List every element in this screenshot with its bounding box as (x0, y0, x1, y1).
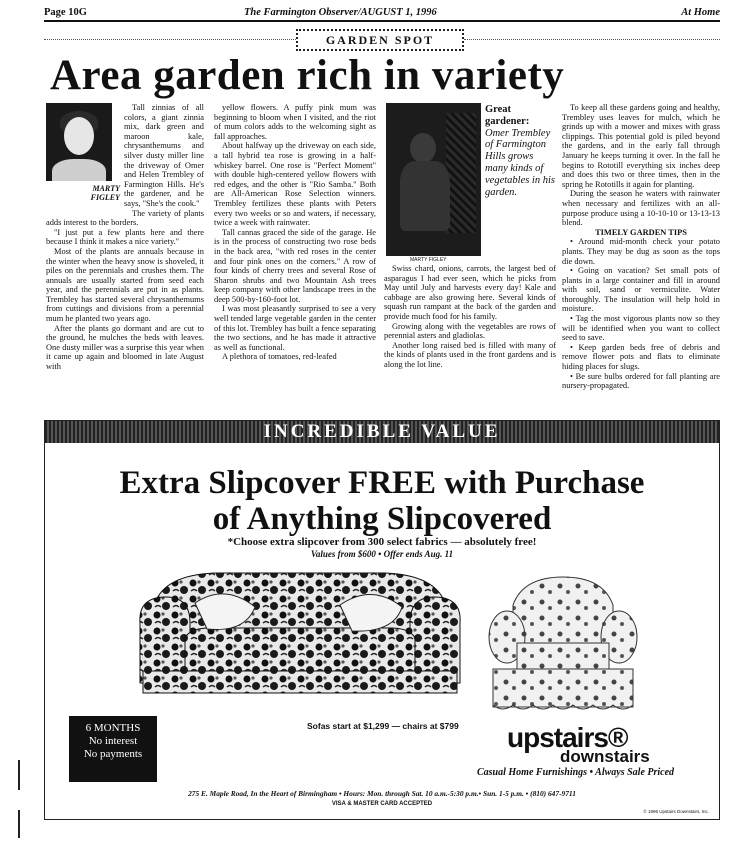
section-name: At Home (681, 7, 720, 18)
paragraph: Another long raised bed is filled with many of the kinds of plants used in the front gardens and is along the lot line. (384, 340, 556, 369)
paragraph: yellow flowers. A puffy pink mum was beginning to bloom when I visited, and the riot of mum colors adds to the welcoming sight as fall approaches. (214, 103, 376, 141)
page-header (44, 6, 720, 22)
paragraph: Most of the plants are annuals because in the winter when the heavy snow is shoveled, it piles on the perennials and crushes them. The annuals are usually started from seed each year, and the perennials are put in as plants. Trembley has started several chrysanthemums from cuttings and divisions from a perennial mum he planted two years ago. (46, 246, 204, 324)
paragraph: After the plants go dormant and are cut to the ground, he mulches the beds with leaves. One dusty miller was a surprise this year when it came up again and bloomed in late August with (46, 323, 204, 372)
headline: Area garden rich in variety (50, 52, 565, 99)
tip: • Going on vacation? Set small pots of plants in a large container and fill in around with soil, sand or vermiculite. Water thoroughly. The insulation will help hold in moisture. (562, 266, 720, 314)
store-tagline: Casual Home Furnishings • Always Sale Priced (477, 767, 675, 778)
photo-credit: MARTY FIGLEY (410, 257, 447, 263)
ad-copyright: © 1996 Upstairs Downstairs, Inc. (643, 809, 709, 814)
ad-values: Values from $600 • Offer ends Aug. 11 (310, 549, 454, 559)
paragraph: Swiss chard, onions, carrots, the largest bed of asparagus I had ever seen, which he picks from May until July and harvests every day! Kale and cabbage are also growing here. Several kinds of squash run rampant at the back of the garden and provide much food for his family. (384, 264, 556, 321)
tips-heading: TIMELY GARDEN TIPS (595, 227, 687, 237)
ad-subhead: *Choose extra slipcover from 300 select fabrics — absolutely free! (227, 536, 537, 548)
author-photo-wrap (46, 103, 120, 207)
paragraph: Tall cannas graced the side of the garage. He is in the process of constructing two rose beds in the back area, "with red roses in the center and four pink ones on the corners." A row of four kinds of cherry trees and several Rose of Sharon shrubs and two Mountain Ash trees keep company with other landscape trees in the deep 500-by-160-foot lot. (214, 227, 376, 304)
paragraph: About halfway up the driveway on each side, a tall hybrid tea rose is growing in a half-whiskey barrel. One rose is "Perfect Moment" with double high-centered yellow flowers with red edges, and the other is "Rio Samba." Both are All-American Rose Selection winners. Trembley fertilizes these plants with Peters every two weeks or so and waters, if necessary, twice a week with rainwater. (214, 141, 376, 228)
advertisement (44, 420, 720, 820)
author-photo (46, 103, 112, 181)
section-label-box (296, 29, 464, 51)
article-column-1 (46, 103, 204, 425)
tip: • Around mid-month check your potato plants. They may be dug as soon as the tops die down. (562, 237, 720, 266)
ad-banner-text: INCREDIBLE VALUE (263, 421, 501, 442)
gardener-photo (386, 103, 481, 256)
paragraph: Growing along with the vegetables are rows of perennial asters and gladiolas. (384, 321, 556, 341)
tip: • Be sure bulbs ordered for fall planting are nursery-propagated. (562, 371, 720, 391)
ad-prices: Sofas start at $1,299 — chairs at $799 (307, 721, 459, 731)
financing-line: No interest (88, 735, 138, 747)
article-column-2 (214, 103, 376, 425)
chair-image (483, 565, 643, 715)
paragraph: The variety of plants adds interest to the borders. (46, 208, 204, 228)
tip: • Tag the most vigorous plants now so they will be identified when you want to collect seed to save. (562, 314, 720, 343)
financing-line: 6 MONTHS (85, 722, 141, 734)
divider-right (464, 39, 720, 40)
paragraph: Tall zinnias of all colors, a giant zinnia mix, dark green and maroon kale, chrysanthemums and silver dusty miller line the driveway of Omer and Helen Trembley of Farmington Hills. He's the gardener, and he says, "She's the cook." (124, 103, 204, 208)
store-logo-sub: downstairs (560, 747, 650, 766)
ad-banner (45, 421, 719, 443)
article-column-3 (384, 264, 556, 422)
caption-lead: Great gardener: (485, 104, 530, 127)
ad-headline-2: of Anything Slipcovered (212, 501, 552, 537)
store-address: 275 E. Maple Road, In the Heart of Birmingham • Hours: Mon. through Sat. 10 a.m.-5:30 p.m.• Sun. 1-5 p.m. • (810) 647-9711 (188, 789, 576, 798)
paper-dateline: The Farmington Observer/AUGUST 1, 1996 (244, 7, 437, 18)
financing-box (69, 716, 157, 782)
scan-edge-mark (18, 760, 20, 790)
caption-body: Omer Trembley of Farmington Hills grows many kinds of vegetables in his garden. (485, 127, 555, 198)
ad-headline-1: Extra Slipcover FREE with Purchase (119, 465, 645, 501)
financing-line: No payments (83, 748, 143, 760)
paragraph: During the season he waters with rainwater when necessary and fertilizes with an all-purpose produce using a 10-10-10 or 13-13-13 blend. (562, 189, 720, 228)
author-byline: MARTY FIGLEY (90, 184, 120, 202)
divider-left (44, 39, 296, 40)
tip: • Keep garden beds free of debris and remove flower pots and flats to eliminate hiding places for slugs. (562, 342, 720, 372)
paragraph: To keep all these gardens going and healthy, Trembley uses leaves for mulch, which he grinds up with a mower and mixes with grass clippings. This potential gold is piled beyond the gardens, and in the early fall through January he keeps turning it over. In the fall he begins to Rototill everything six inches deep and does this two or three times, then in the spring he Rototills it again for planting. (562, 103, 720, 189)
page-number: Page 10G (44, 7, 87, 18)
sofa-image (135, 563, 465, 703)
paragraph: A plethora of tomatoes, red-leafed (222, 352, 337, 362)
article-column-4 (562, 103, 720, 425)
photo-caption (485, 104, 555, 198)
payment-note: VISA & MASTER CARD ACCEPTED (331, 801, 433, 807)
paragraph: "I just put a few plants here and there because I think it makes a nice variety." (46, 227, 204, 247)
scan-edge-mark (18, 810, 20, 838)
paragraph: I was most pleasantly surprised to see a very well tended large vegetable garden in the center of this lot. Trembley has built a fence separating the two sections, and he has made it attractive as well as functional. (214, 304, 376, 352)
section-label: GARDEN SPOT (325, 33, 435, 47)
store-logo: upstairs® (507, 722, 628, 753)
